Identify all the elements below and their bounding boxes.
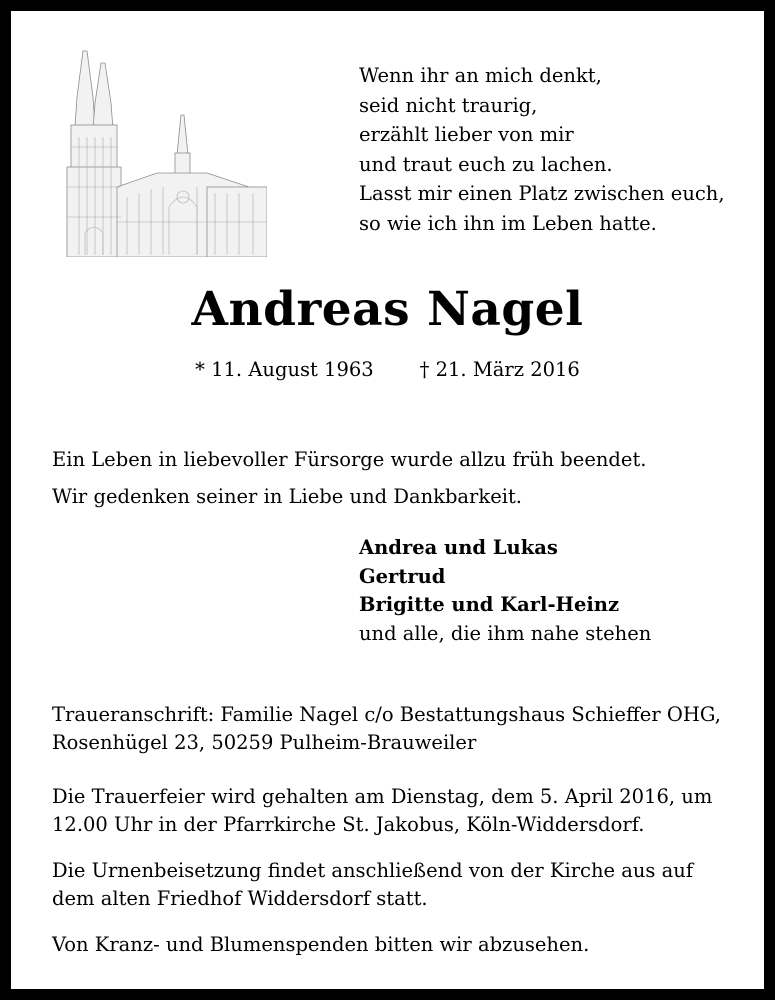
deceased-name: Andreas Nagel (191, 282, 584, 337)
cologne-cathedral-illustration (57, 37, 267, 257)
ceremony-info (52, 783, 752, 839)
tribute-line: Ein Leben in liebevoller Fürsorge wurde allzu früh beendet. (52, 448, 647, 471)
address-line: Rosenhügel 23, 50259 Pulheim-Brauweiler (52, 731, 477, 754)
mourner-name: Gertrud (359, 564, 446, 588)
poem-line: Lasst mir einen Platz zwischen euch, (359, 182, 725, 205)
ceremony-line: Die Trauerfeier wird gehalten am Dienstag, dem 5. April 2016, um (52, 785, 713, 808)
flowers-line: Von Kranz- und Blumenspenden bitten wir abzusehen. (52, 933, 590, 956)
memorial-poem (359, 61, 759, 238)
birth-date: * 11. August 1963 (195, 358, 374, 381)
poem-line: erzählt lieber von mir (359, 123, 574, 146)
poem-line: und traut euch zu lachen. (359, 152, 613, 176)
address-line: Traueranschrift: Familie Nagel c/o Bestattungshaus Schieffer OHG, (52, 703, 721, 726)
burial-info (52, 857, 752, 913)
life-dates (11, 356, 764, 384)
tribute-text (52, 446, 752, 511)
burial-line: Die Urnenbeisetzung findet anschließend von der Kirche aus auf (52, 859, 694, 882)
death-date: † 21. März 2016 (419, 358, 580, 381)
mourners-list (359, 534, 651, 648)
flowers-note (52, 931, 752, 959)
mourning-address (52, 701, 752, 757)
mourner-name: Andrea und Lukas (359, 536, 558, 559)
mourner-name: Brigitte und Karl-Heinz (359, 593, 620, 616)
burial-line: dem alten Friedhof Widdersdorf statt. (52, 887, 428, 910)
tribute-line: Wir gedenken seiner in Liebe und Dankbarkeit. (52, 485, 523, 508)
poem-line: Wenn ihr an mich denkt, (359, 64, 602, 87)
poem-line: seid nicht traurig, (359, 93, 538, 117)
mourner-name: und alle, die ihm nahe stehen (359, 621, 652, 645)
ceremony-line: 12.00 Uhr in der Pfarrkirche St. Jakobus, Köln-Widdersdorf. (52, 813, 645, 836)
poem-line: so wie ich ihn im Leben hatte. (359, 211, 657, 235)
